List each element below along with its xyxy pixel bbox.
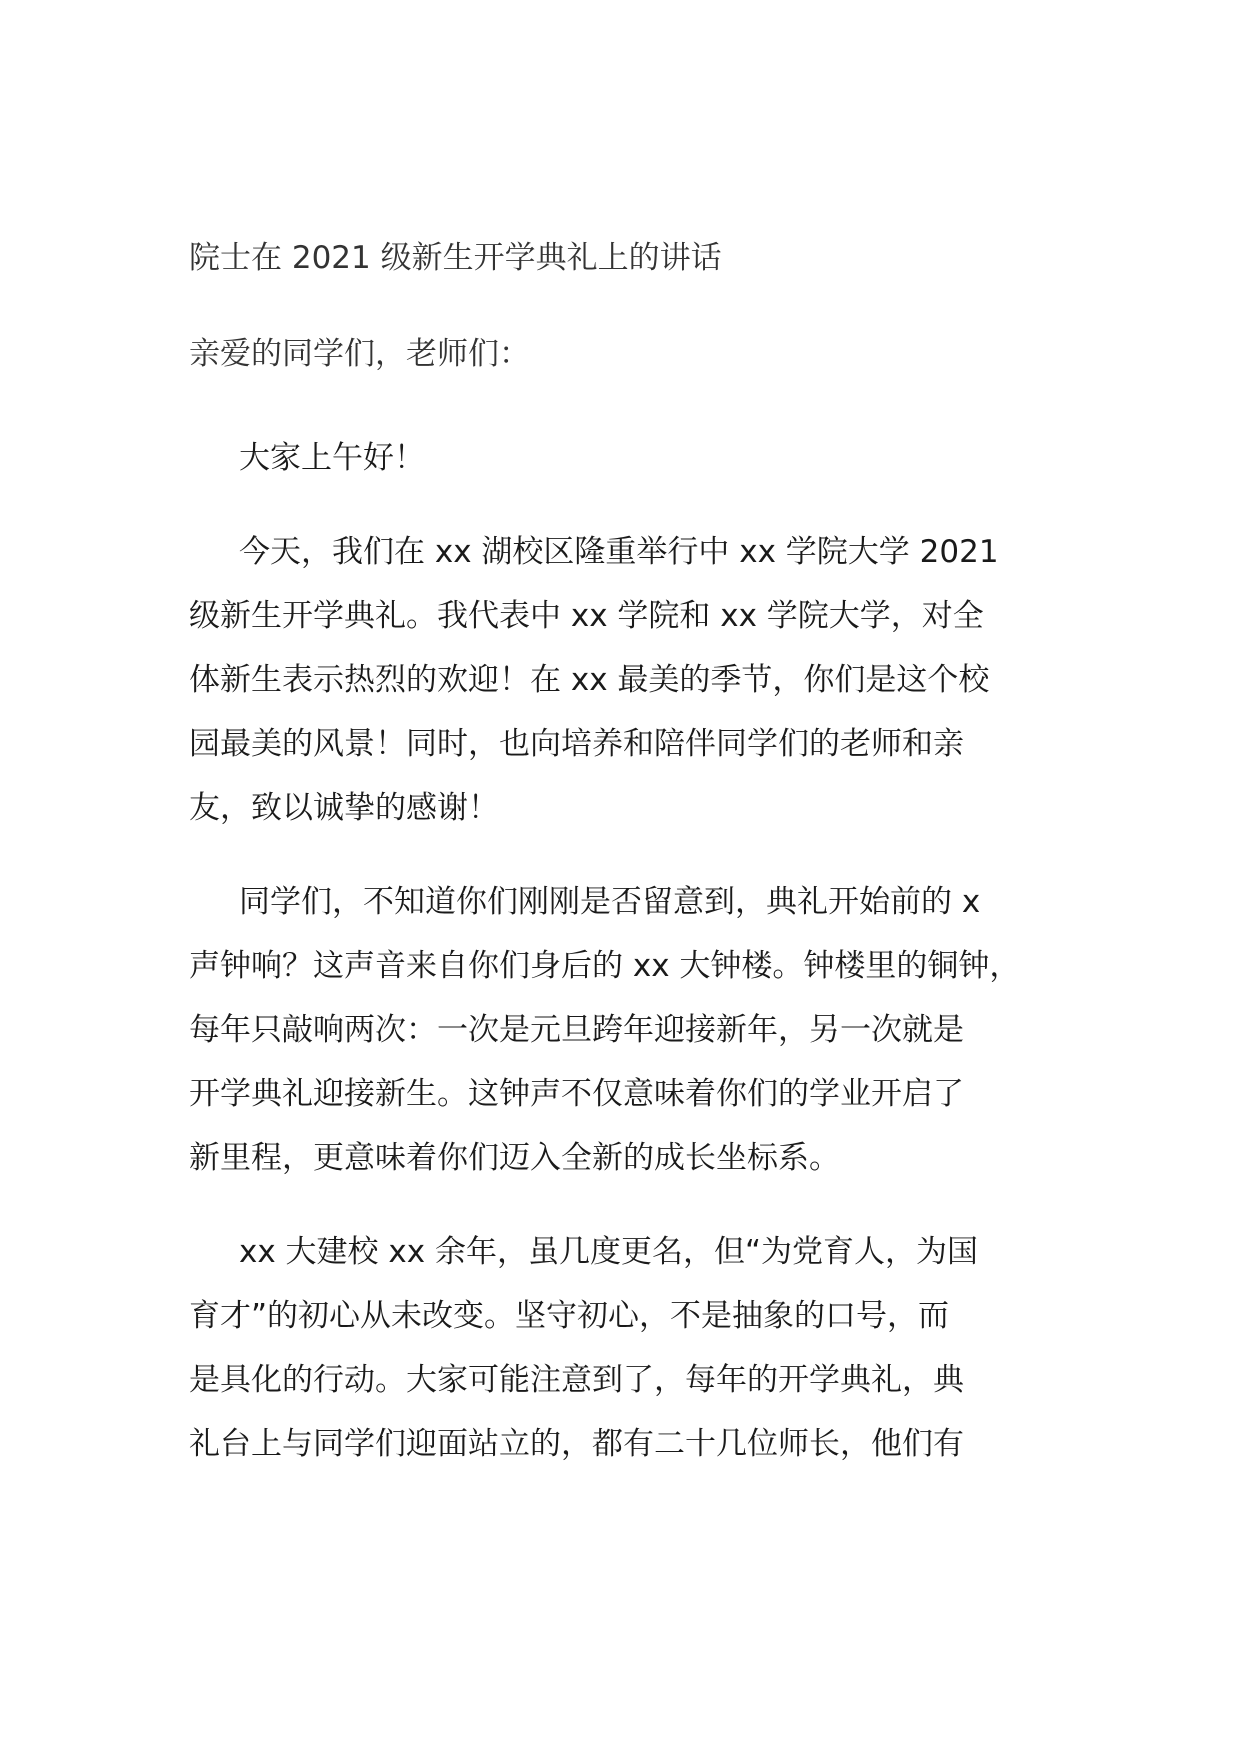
salutation: 亲爱的同学们，老师们： (189, 336, 530, 372)
paragraph-line: 级新生开学典礼。我代表中 xx 学院和 xx 学院大学，对全 (189, 598, 984, 634)
paragraph-line: 声钟响？这声音来自你们身后的 xx 大钟楼。钟楼里的铜钟， (189, 948, 1021, 984)
paragraph-line: xx 大建校 xx 余年，虽几度更名，但“为党育人，为国 (239, 1234, 979, 1270)
paragraph-line: 同学们，不知道你们刚刚是否留意到，典礼开始前的 x (239, 884, 981, 920)
document-title: 院士在 2021 级新生开学典礼上的讲话 (189, 240, 722, 276)
paragraph-history (189, 1220, 1089, 1476)
paragraph-greeting (189, 426, 1089, 490)
paragraph-line: 开学典礼迎接新生。这钟声不仅意味着你们的学业开启了 (189, 1076, 964, 1112)
paragraph-line: 园最美的风景！同时，也向培养和陪伴同学们的老师和亲 (189, 726, 964, 762)
paragraph-line: 每年只敲响两次：一次是元旦跨年迎接新年，另一次就是 (189, 1012, 964, 1048)
paragraph-welcome (189, 520, 1089, 840)
paragraph-line: 新里程，更意味着你们迈入全新的成长坐标系。 (189, 1140, 840, 1176)
paragraph-line: 育才”的初心从未改变。坚守初心，不是抽象的口号，而 (189, 1298, 950, 1334)
paragraph-bell (189, 870, 1089, 1190)
document-page (189, 236, 1089, 1506)
paragraph-line: 是具化的行动。大家可能注意到了，每年的开学典礼，典 (189, 1362, 964, 1398)
paragraph-line: 礼台上与同学们迎面站立的，都有二十几位师长，他们有 (189, 1426, 964, 1462)
paragraph-line: 友，致以诚挚的感谢！ (189, 790, 499, 826)
paragraph-line: 体新生表示热烈的欢迎！在 xx 最美的季节，你们是这个校 (189, 662, 990, 698)
paragraph-line: 大家上午好！ (239, 440, 425, 476)
paragraph-line: 今天，我们在 xx 湖校区隆重举行中 xx 学院大学 2021 (239, 534, 999, 570)
